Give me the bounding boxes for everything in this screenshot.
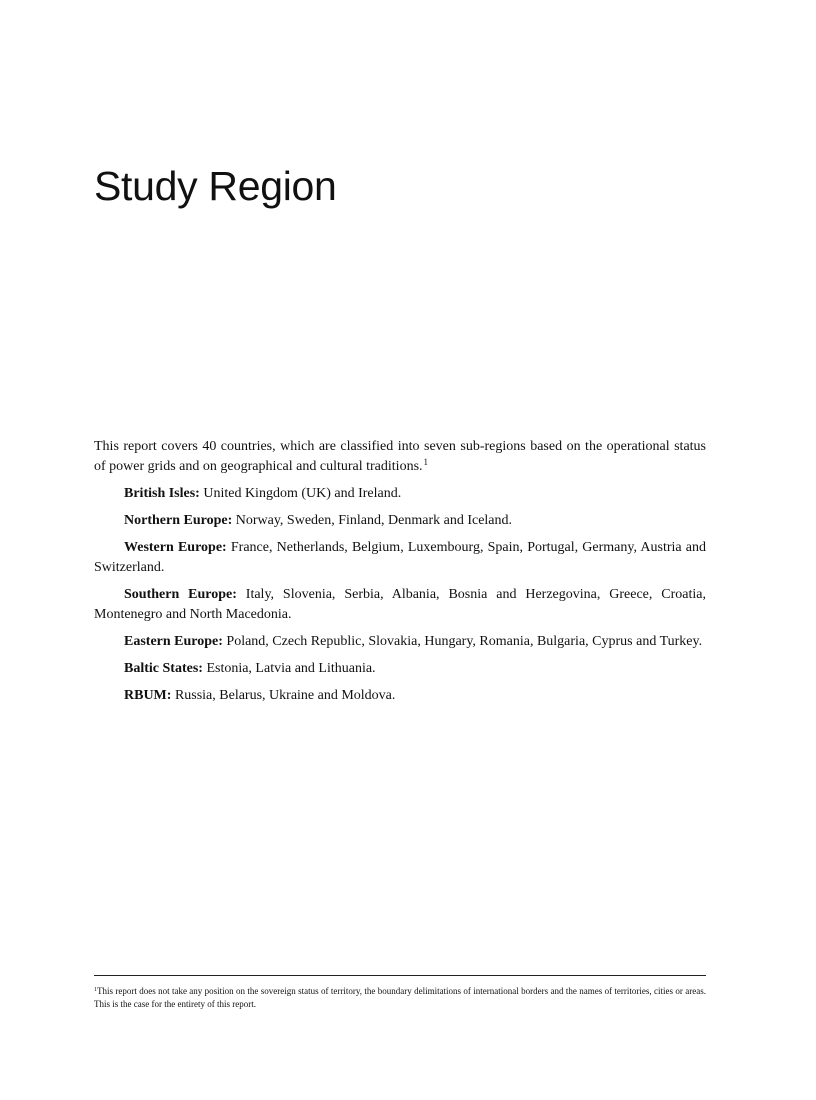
footnote bbox=[94, 985, 706, 1011]
region-countries: Italy, Slovenia, Serbia, Albania, Bosnia and Herzegovina, Greece, Croatia, Montenegro and North Macedonia. bbox=[94, 587, 706, 622]
intro-text: This report covers 40 countries, which are classified into seven sub-regions based on the operational status of power grids and on geographical and cultural traditions. bbox=[94, 439, 706, 474]
footnote-marker: 1 bbox=[94, 987, 97, 993]
region-name: RBUM: bbox=[124, 688, 172, 703]
footnote-text: This report does not take any position on the sovereign status of territory, the boundary delimitations of international borders and the names of territories, cities or areas. This is the case for the entirety of this report. bbox=[94, 986, 706, 1009]
region-name: British Isles: bbox=[124, 486, 200, 501]
region-name: Eastern Europe: bbox=[124, 634, 223, 649]
region-name: Baltic States: bbox=[124, 661, 203, 676]
region-western-europe bbox=[94, 538, 706, 578]
region-countries: France, Netherlands, Belgium, Luxembourg, Spain, Portugal, Germany, Austria and Switzerland. bbox=[94, 540, 707, 575]
region-countries: United Kingdom (UK) and Ireland. bbox=[199, 486, 402, 501]
region-rbum bbox=[94, 686, 706, 706]
region-name: Western Europe: bbox=[124, 540, 227, 555]
page-title: Study Region bbox=[94, 163, 337, 209]
region-name: Southern Europe: bbox=[124, 587, 237, 602]
body-text bbox=[94, 437, 706, 713]
region-northern-europe bbox=[94, 511, 706, 531]
region-countries: Estonia, Latvia and Lithuania. bbox=[202, 661, 376, 676]
region-baltic-states bbox=[94, 659, 706, 679]
region-countries: Russia, Belarus, Ukraine and Moldova. bbox=[171, 688, 396, 703]
region-southern-europe bbox=[94, 585, 706, 625]
footnote-divider bbox=[94, 975, 706, 976]
region-eastern-europe bbox=[94, 632, 706, 652]
region-countries: Poland, Czech Republic, Slovakia, Hungary, Romania, Bulgaria, Cyprus and Turkey. bbox=[222, 634, 703, 649]
intro-paragraph bbox=[94, 437, 706, 477]
region-british-isles bbox=[94, 484, 706, 504]
region-countries: Norway, Sweden, Finland, Denmark and Iceland. bbox=[232, 513, 513, 528]
footnote-reference[interactable]: 1 bbox=[423, 457, 429, 467]
region-name: Northern Europe: bbox=[124, 513, 233, 528]
